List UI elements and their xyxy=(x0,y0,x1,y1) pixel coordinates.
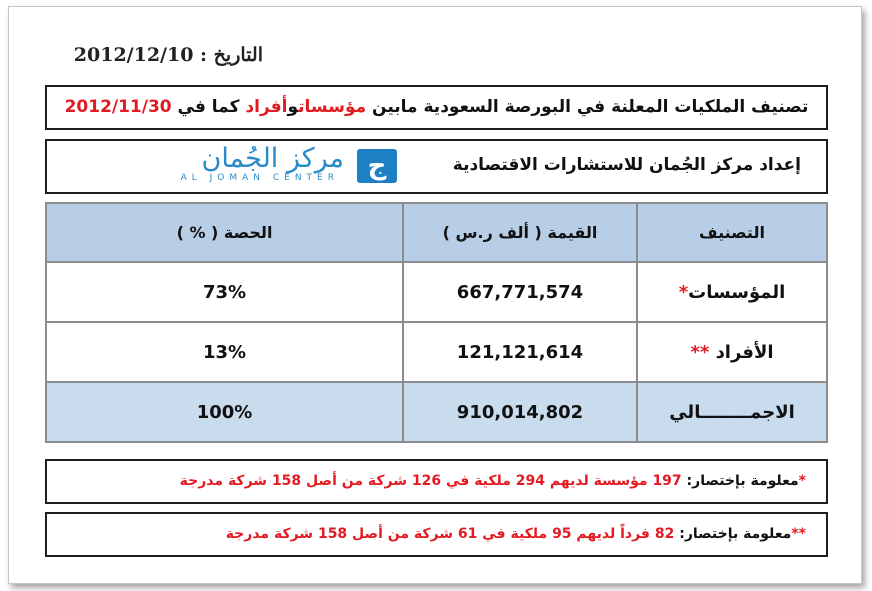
table-row xyxy=(46,262,827,322)
date-label: التاريخ xyxy=(213,44,263,66)
note-label: معلومة بإختصار: xyxy=(686,473,799,489)
logo-mark-icon: ج xyxy=(357,149,397,183)
table-header-row xyxy=(46,203,827,262)
total-category: الاجمــــــــالي xyxy=(637,382,827,442)
footnote-mark: ** xyxy=(690,341,710,363)
prepared-by-text: إعداد مركز الجُمان للاستشارات الاقتصادية xyxy=(452,155,801,175)
header-category: التصنيف xyxy=(637,203,827,262)
title-box xyxy=(45,85,828,130)
footnote-mark: * xyxy=(678,281,689,303)
header-share: الحصة ( % ) xyxy=(46,203,403,262)
row-share: 73% xyxy=(46,262,403,322)
date-value: 2012/12/10 xyxy=(73,44,194,66)
row-value: 667,771,574 xyxy=(403,262,637,322)
logo-english-text: AL JOMAN CENTER xyxy=(180,173,339,183)
header-value: القيمة ( ألف ر.س ) xyxy=(403,203,637,262)
total-share: 100% xyxy=(46,382,403,442)
al-joman-logo xyxy=(129,143,399,187)
note-text: 197 مؤسسة لديهم 294 ملكية في 126 شركة من أصل 158 شركة مدرجة xyxy=(179,473,682,489)
row-category xyxy=(637,262,827,322)
total-value: 910,014,802 xyxy=(403,382,637,442)
note-label: معلومة بإختصار: xyxy=(679,526,792,542)
row-share: 13% xyxy=(46,322,403,382)
title-text: تصنيف الملكيات المعلنة في البورصة السعودية مابين xyxy=(372,97,809,117)
note-institutions xyxy=(45,459,828,504)
ownership-table xyxy=(45,202,828,443)
table-row xyxy=(46,322,827,382)
title-date: 2012/11/30 xyxy=(64,97,172,117)
note-text: 82 فرداً لديهم 95 ملكية في 61 شركة من أصل 158 شركة مدرجة xyxy=(225,526,675,542)
title-institutions: مؤسسات xyxy=(298,97,367,117)
category-label: المؤسسات xyxy=(688,281,786,303)
title-individuals: أفراد xyxy=(245,97,288,117)
row-category xyxy=(637,322,827,382)
row-value: 121,121,614 xyxy=(403,322,637,382)
category-label: الأفراد xyxy=(715,341,774,363)
note-mark: ** xyxy=(791,526,806,542)
note-individuals xyxy=(45,512,828,557)
date-line: التاريخ : 2012/12/10 xyxy=(73,44,263,66)
title-as-of: كما في xyxy=(177,97,240,117)
title-and: و xyxy=(287,97,299,117)
prepared-by-box xyxy=(45,139,828,194)
note-mark: * xyxy=(798,473,806,489)
table-total-row xyxy=(46,382,827,442)
logo-arabic-text: مركز الجُمان xyxy=(201,143,344,174)
